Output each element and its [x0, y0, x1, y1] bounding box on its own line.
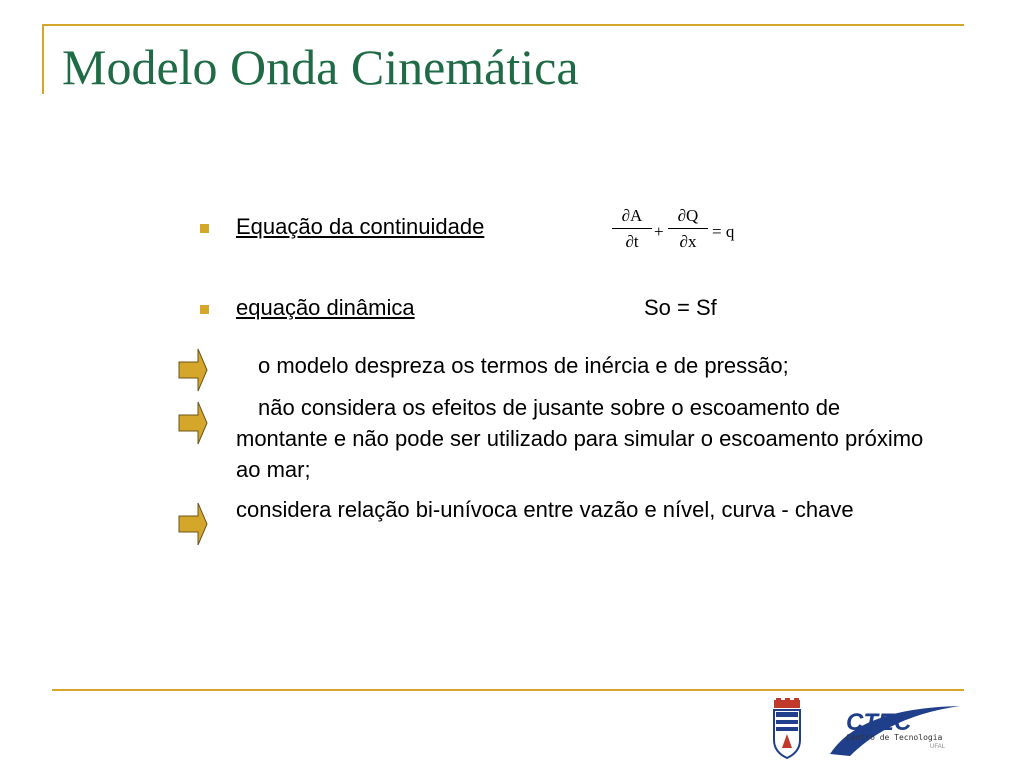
bullet-marker [200, 305, 209, 314]
arrow-item-text: considera relação bi-unívoca entre vazão e nível, curva - chave [236, 497, 854, 522]
arrow-item-text: não considera os efeitos de jusante sobre o escoamento de montante e não pode ser utilizado para simular o escoamento próximo ao mar; [236, 395, 924, 482]
ufal-crest-icon [774, 698, 800, 758]
fraction-dA-dt [612, 206, 652, 252]
institution-logos [760, 696, 970, 766]
arrow-icon [178, 348, 208, 392]
arrow-item-text: o modelo despreza os termos de inércia e de pressão; [258, 353, 789, 378]
bullet-label-continuity: Equação da continuidade [236, 214, 485, 239]
ctec-logo-text: CTEC [846, 709, 912, 736]
bullet-marker [200, 224, 209, 233]
dynamic-equation: So = Sf [644, 295, 717, 320]
arrow-icon [178, 502, 208, 546]
numerator: ∂A [612, 206, 652, 229]
slide-title: Modelo Onda Cinemática [62, 39, 579, 95]
accent-top-line [42, 24, 964, 26]
accent-bottom-line [52, 689, 964, 691]
ctec-logo-small: UFAL [930, 744, 946, 750]
denominator: ∂t [625, 232, 639, 251]
denominator: ∂x [679, 232, 697, 251]
ctec-logo [830, 706, 960, 756]
equation-rhs: = q [712, 222, 735, 241]
fraction-dQ-dx [668, 206, 708, 252]
numerator: ∂Q [668, 206, 708, 229]
accent-vertical-line [42, 24, 44, 94]
plus-sign: + [654, 222, 664, 241]
arrow-icon [178, 401, 208, 445]
ctec-logo-subtext: Centro de Tecnologia [846, 733, 943, 742]
bullet-label-dynamic: equação dinâmica [236, 295, 415, 320]
continuity-equation [612, 206, 742, 266]
